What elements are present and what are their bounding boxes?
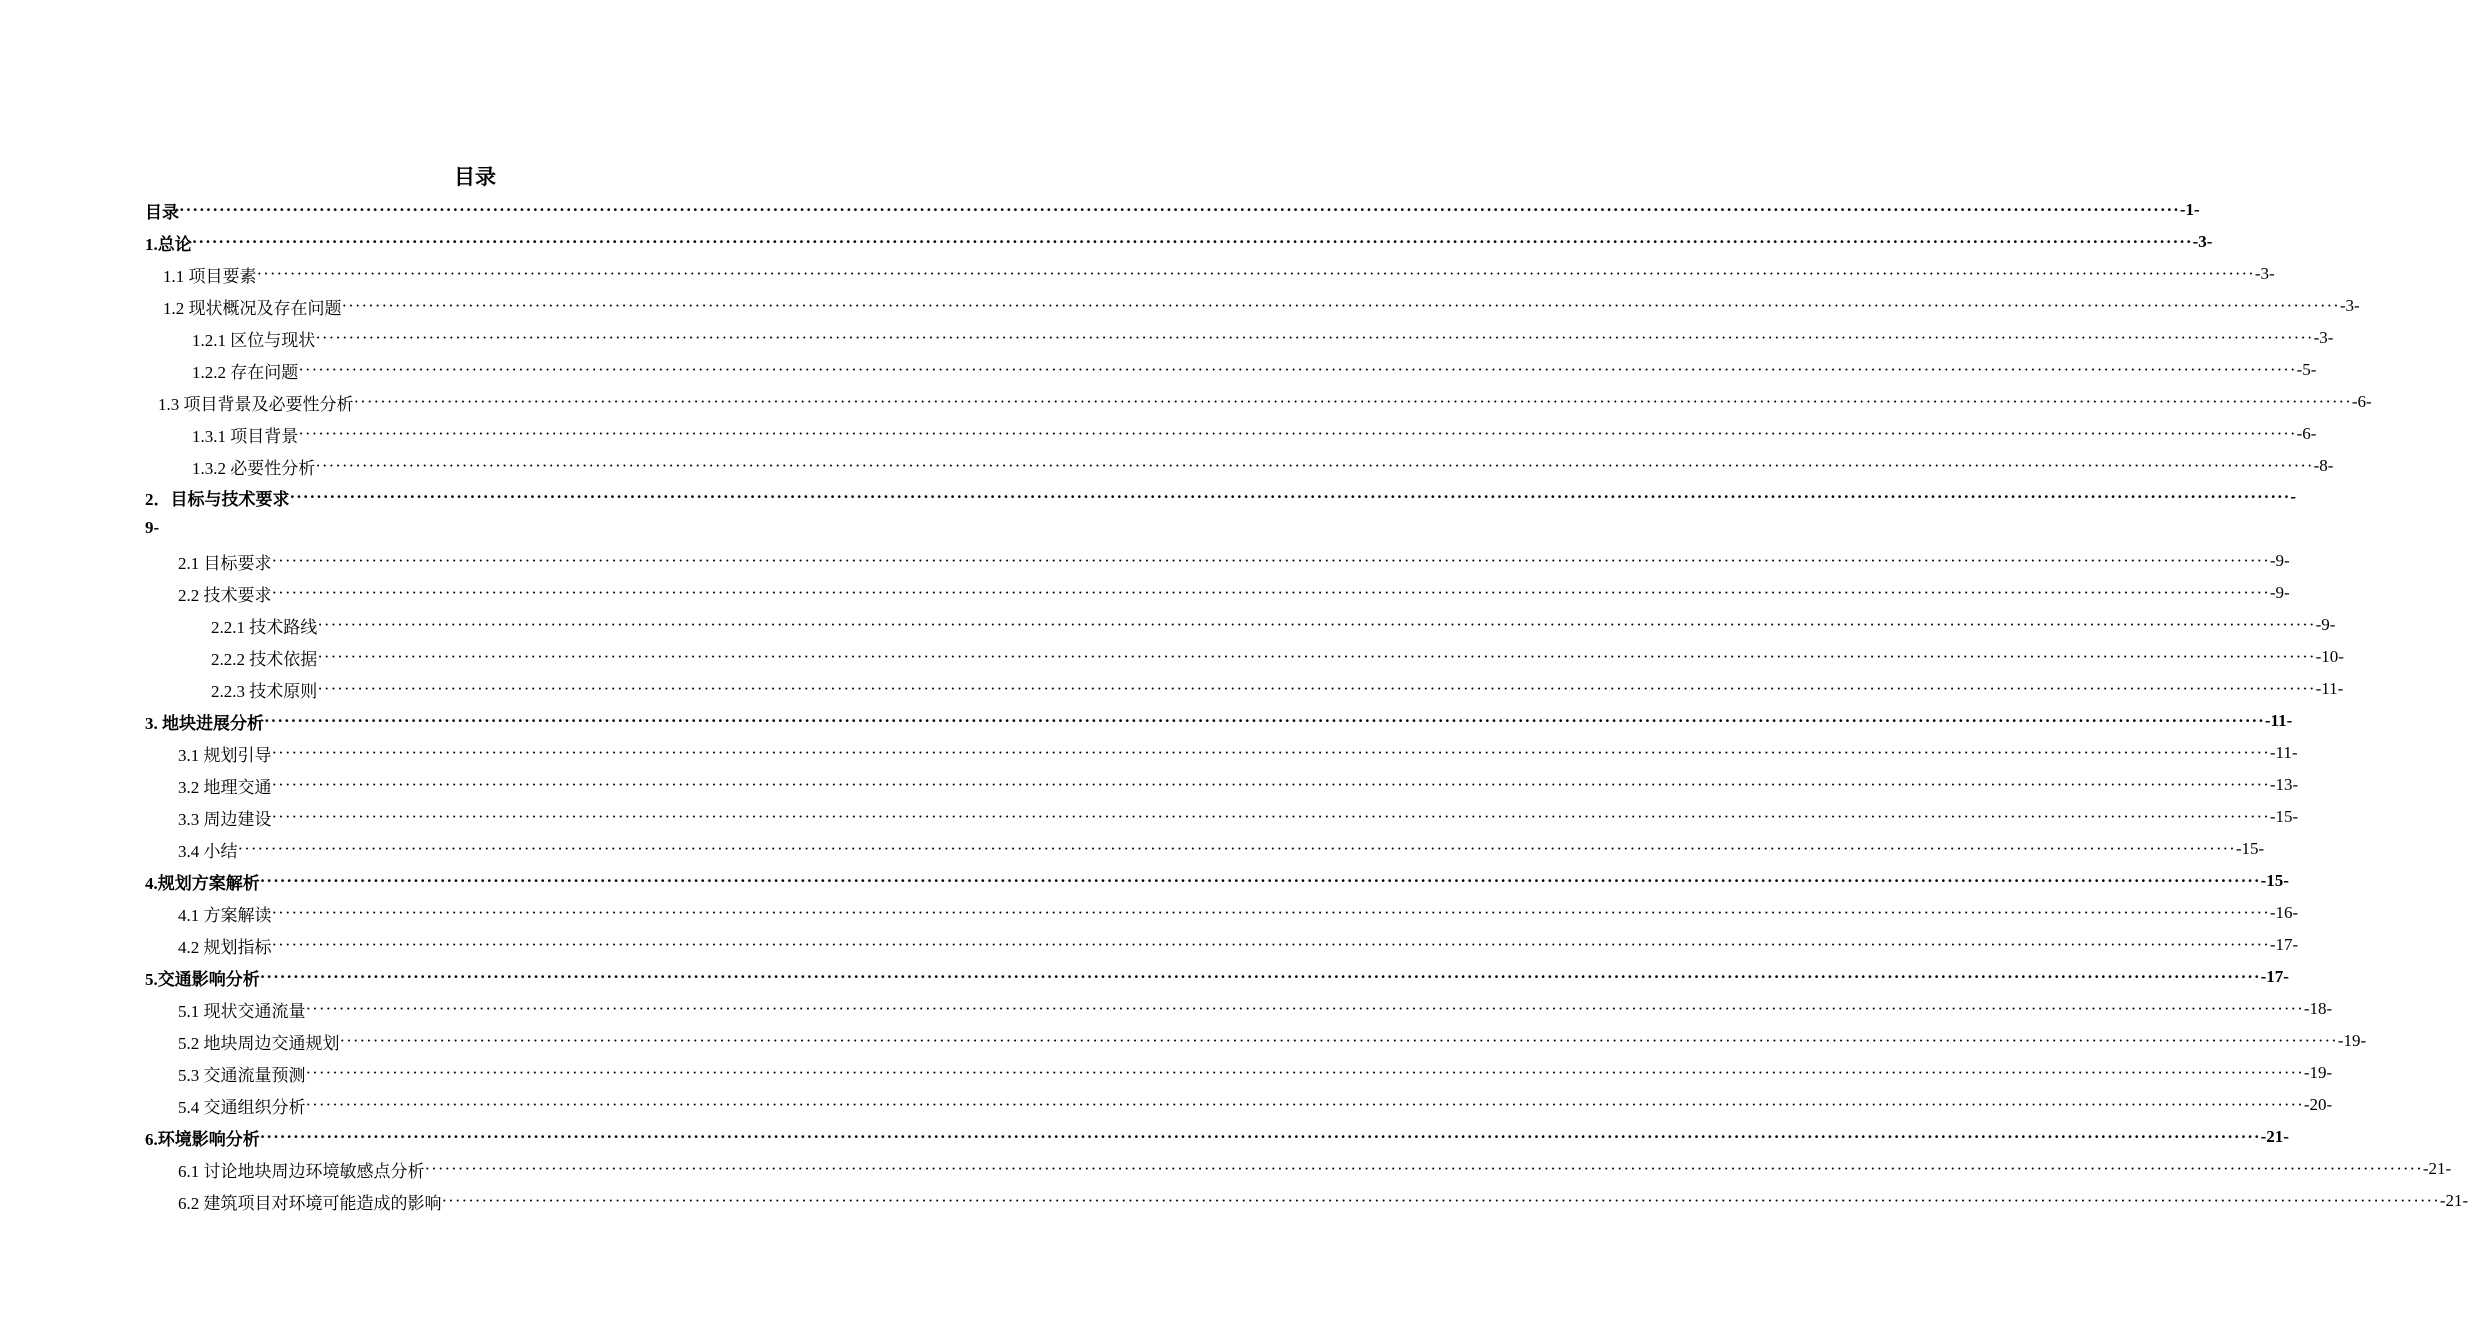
toc-entry[interactable] (178, 897, 2299, 929)
dot-leader: ············································································································································································································································································································ (305, 1063, 2304, 1082)
toc-entry-label: 4.2 规划指标 (178, 937, 272, 957)
toc-entry-page-number: -6- (2351, 392, 2372, 411)
toc-entry[interactable] (163, 290, 2360, 322)
toc-entry-label: 1.总论 (145, 234, 192, 254)
toc-entry[interactable] (145, 865, 2289, 897)
dot-leader: ············································································································································································································································································································ (271, 551, 2270, 570)
toc-entry-label: 2.2 技术要求 (178, 585, 272, 605)
toc-entry-page-number: -15- (2269, 807, 2299, 826)
dot-leader: ············································································································································································································································································································ (237, 839, 2236, 858)
dot-leader: ············································································································································································································································································································ (315, 456, 2314, 475)
toc-entry[interactable] (178, 545, 2290, 577)
dot-leader: ············································································································································································································································································································ (191, 232, 2193, 251)
toc-entry[interactable] (211, 609, 2336, 641)
toc-entry[interactable] (178, 801, 2299, 833)
toc-entry-page-number: -9- (2315, 615, 2336, 634)
dot-leader: ············································································································································································································································································································ (271, 743, 2270, 762)
toc-entry-label: 5.4 交通组织分析 (178, 1097, 306, 1117)
toc-entry-label: 2．目标与技术要求 (145, 489, 290, 509)
toc-entry[interactable] (211, 673, 2344, 705)
toc-entry-label: 1.3 项目背景及必要性分析 (158, 394, 354, 414)
toc-entry-label: 2.2.1 技术路线 (211, 617, 318, 637)
dot-leader: ············································································································································································································································································································ (259, 967, 2261, 986)
dot-leader: ············································································································································································································································································································ (441, 1191, 2440, 1210)
dot-leader: ············································································································································································································································································································ (317, 679, 2316, 698)
toc-entry-label: 2.1 目标要求 (178, 553, 272, 573)
toc-entry-label: 2.2.2 技术依据 (211, 649, 318, 669)
page-title: 目录 (454, 165, 496, 189)
dot-leader: ············································································································································································································································································································ (271, 935, 2270, 954)
toc-entry-label: 6.1 讨论地块周边环境敏感点分析 (178, 1161, 425, 1181)
toc-entry[interactable] (178, 1185, 2468, 1217)
toc-entry-page-number: -16- (2269, 903, 2299, 922)
dot-leader: ············································································································································································································································································································ (271, 775, 2270, 794)
toc-entry-page-number: -13- (2269, 775, 2299, 794)
toc-entry-page-number: -6- (2296, 424, 2317, 443)
dot-leader: ············································································································································································································································································································ (341, 296, 2340, 315)
toc-entry[interactable] (178, 577, 2290, 609)
toc-entry[interactable] (178, 1057, 2333, 1089)
toc-entry[interactable] (178, 929, 2299, 961)
toc-entry-label: 4.规划方案解析 (145, 873, 260, 893)
toc-entry[interactable] (178, 1025, 2367, 1057)
toc-entry-label: 6.2 建筑项目对环境可能造成的影响 (178, 1193, 442, 1213)
toc-entry[interactable] (145, 961, 2289, 993)
toc-entry-page-number: -1- (2179, 200, 2200, 219)
toc-entry-page-number: -3- (2192, 232, 2213, 251)
toc-entry-label: 4.1 方案解读 (178, 905, 272, 925)
toc-entry[interactable] (192, 322, 2334, 354)
toc-entry[interactable] (192, 418, 2317, 450)
toc-entry-page-number: -3- (2254, 264, 2275, 283)
toc-entry-label: 5.1 现状交通流量 (178, 1001, 306, 1021)
dot-leader: ············································································································································································································································································································ (298, 360, 2297, 379)
toc-entry-page-number: -18- (2303, 999, 2333, 1018)
toc-entry[interactable] (145, 481, 2297, 513)
toc-entry[interactable] (192, 450, 2334, 482)
toc-entry-page-number: -20- (2303, 1095, 2333, 1114)
toc-entry[interactable] (158, 386, 2372, 418)
toc-entry-label: 1.2.1 区位与现状 (192, 330, 316, 350)
toc-entry-label: 2.2.3 技术原则 (211, 681, 318, 701)
toc-entry[interactable] (178, 993, 2333, 1025)
dot-leader: ············································································································································································································································································································ (259, 1127, 2261, 1146)
dot-leader: ············································································································································································································································································································ (289, 487, 2291, 506)
toc-entry-label: 1.2.2 存在问题 (192, 362, 299, 382)
dot-leader: ············································································································································································································································································································ (305, 999, 2304, 1018)
toc-entry[interactable] (178, 1089, 2333, 1121)
toc-entry[interactable] (145, 226, 2213, 258)
toc-entry-page-number: -17- (2260, 967, 2289, 986)
toc-entry-page-number: -8- (2313, 456, 2334, 475)
toc-entry-label: 3.4 小结 (178, 841, 238, 861)
toc-entry-page-number: -9- (2269, 583, 2290, 602)
toc-entry-page-continued: 9- (145, 518, 160, 537)
dot-leader: ············································································································································································································································································································ (271, 807, 2270, 826)
dot-leader: ············································································································································································································································································································ (424, 1159, 2423, 1178)
toc-entry-page-number: -21- (2260, 1127, 2289, 1146)
toc-entry-page-number: -15- (2235, 839, 2265, 858)
toc-entry-page-number: -19- (2337, 1031, 2367, 1050)
toc-entry-label: 5.交通影响分析 (145, 969, 260, 989)
dot-leader: ············································································································································································································································································································ (256, 264, 2255, 283)
dot-leader: ············································································································································································································································································································ (271, 903, 2270, 922)
dot-leader: ············································································································································································································································································································ (264, 711, 2265, 730)
dot-leader: ············································································································································································································································································································ (259, 871, 2261, 890)
toc-entry[interactable] (178, 769, 2299, 801)
toc-entry-page-number: -11- (2315, 679, 2344, 698)
toc-entry-page-number: -11- (2269, 743, 2298, 762)
dot-leader: ············································································································································································································································································································ (353, 392, 2352, 411)
toc-entry-label: 目录 (145, 202, 179, 222)
toc-entry[interactable] (178, 737, 2298, 769)
toc-entry-label: 1.3.2 必要性分析 (192, 458, 316, 478)
toc-entry-page-number: -21- (2439, 1191, 2468, 1210)
toc-entry[interactable] (145, 1121, 2289, 1153)
dot-leader: ············································································································································································································································································································ (339, 1031, 2338, 1050)
toc-entry-page-number: - (2290, 487, 2297, 506)
toc-entry-page-number: -5- (2296, 360, 2317, 379)
toc-entry-page-number: -9- (2269, 551, 2290, 570)
toc-entry-page-number: -3- (2339, 296, 2360, 315)
toc-entry-label: 3.3 周边建设 (178, 809, 272, 829)
toc-entry-label: 3.1 规划引导 (178, 745, 272, 765)
dot-leader: ············································································································································································································································································································ (305, 1095, 2304, 1114)
toc-entry[interactable] (178, 833, 2265, 865)
toc-entry-page-number: -19- (2303, 1063, 2333, 1082)
dot-leader: ············································································································································································································································································································ (315, 328, 2314, 347)
toc-entry-label: 1.2 现状概况及存在问题 (163, 298, 342, 318)
dot-leader: ············································································································································································································································································································ (317, 615, 2316, 634)
toc-entry-page-number: -10- (2315, 647, 2344, 666)
toc-entry-label: 1.1 项目要素 (163, 266, 257, 286)
toc-entry-page-number: -3- (2313, 328, 2334, 347)
dot-leader: ············································································································································································································································································································ (271, 583, 2270, 602)
dot-leader: ············································································································································································································································································································ (298, 424, 2297, 443)
toc-entry[interactable] (145, 705, 2293, 737)
toc-entry-page-number: -11- (2264, 711, 2293, 730)
dot-leader: ············································································································································································································································································································ (317, 647, 2316, 666)
toc-entry[interactable] (145, 194, 2200, 226)
toc-entry-label: 3.2 地理交通 (178, 777, 272, 797)
toc-entry[interactable] (163, 258, 2275, 290)
toc-entry-label: 3. 地块进展分析 (145, 713, 264, 733)
toc-entry-label: 1.3.1 项目背景 (192, 426, 299, 446)
toc-entry-label: 5.3 交通流量预测 (178, 1065, 306, 1085)
toc-entry-label: 6.环境影响分析 (145, 1129, 260, 1149)
toc-entry[interactable] (192, 354, 2317, 386)
toc-entry-page-number: -15- (2260, 871, 2289, 890)
dot-leader: ············································································································································································································································································································ (179, 200, 2180, 219)
toc-entry[interactable] (211, 641, 2344, 673)
toc-entry-page-number: -21- (2422, 1159, 2452, 1178)
toc-entry[interactable] (178, 1153, 2452, 1185)
toc-entry-label: 5.2 地块周边交通规划 (178, 1033, 340, 1053)
toc-entry-page-number: -17- (2269, 935, 2299, 954)
